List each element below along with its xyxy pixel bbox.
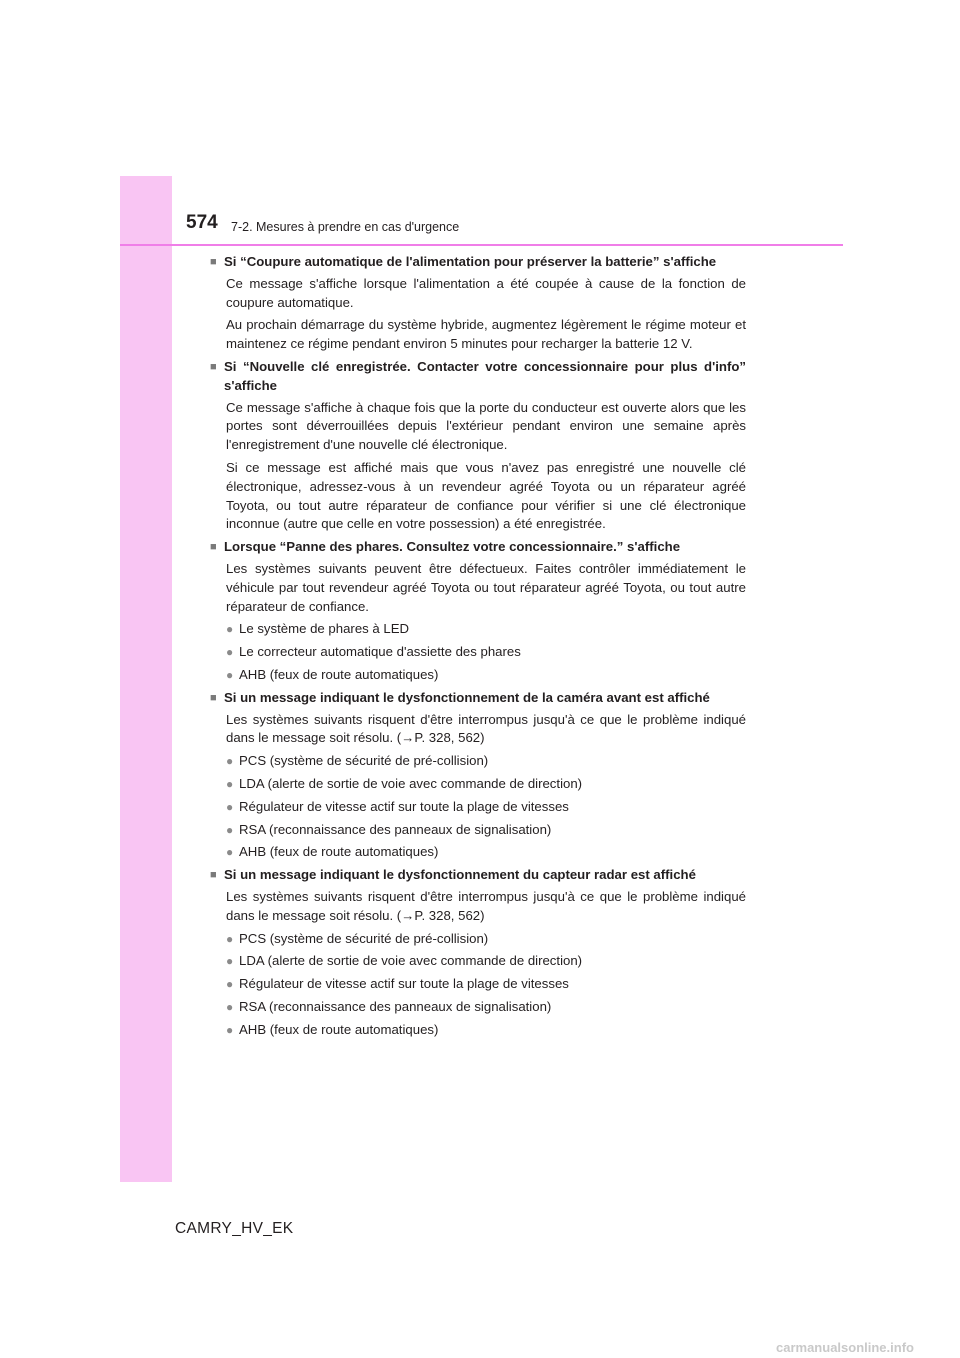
bullet-dot-icon: ● <box>226 954 234 969</box>
section-heading-text: Si “Nouvelle clé enregistrée. Contacter votre concessionnaire pour plus d'info” s'affiche <box>224 358 746 393</box>
bullet-dot-icon: ● <box>226 999 234 1014</box>
bullet-item <box>226 752 746 771</box>
bullet-text: RSA (reconnaissance des panneaux de signalisation) <box>239 998 552 1014</box>
bullet-item <box>226 666 746 685</box>
bullet-text: Régulateur de vitesse actif sur toute la plage de vitesses <box>239 976 569 992</box>
bullet-text: Régulateur de vitesse actif sur toute la plage de vitesses <box>239 798 569 814</box>
bullet-item <box>226 798 746 817</box>
bullet-text: RSA (reconnaissance des panneaux de signalisation) <box>239 821 552 837</box>
body-paragraph: Les systèmes suivants risquent d'être interrompus jusqu'à ce que le problème indiqué dans le message soit résolu. (→P. 328, 562) <box>226 711 746 746</box>
body-paragraph: Ce message s'affiche à chaque fois que la porte du conducteur est ouverte alors que les portes sont déverrouillées depuis l'extérieur pendant environ une semaine après l'enregistrement d'une nouvelle clé électronique. <box>226 399 746 453</box>
bullet-text: LDA (alerte de sortie de voie avec commande de direction) <box>239 953 583 969</box>
bullet-dot-icon: ● <box>226 977 234 992</box>
section-title: 7-2. Mesures à prendre en cas d'urgence <box>231 220 460 234</box>
chapter-sidebar-tab <box>120 176 172 1182</box>
body-paragraph: Les systèmes suivants peuvent être défectueux. Faites contrôler immédiatement le véhicule par tout revendeur agréé Toyota ou tout réparateur agréé Toyota, ou tout autre réparateur de confiance. <box>226 560 746 614</box>
square-marker-icon: ■ <box>210 256 217 268</box>
bullet-dot-icon: ● <box>226 645 234 660</box>
section-heading <box>210 538 746 557</box>
bullet-text: Le correcteur automatique d'assiette des phares <box>239 644 521 660</box>
body-paragraph: Si ce message est affiché mais que vous n'avez pas enregistré une nouvelle clé électronique, adressez-vous à un revendeur agréé Toyota ou un réparateur agréé Toyota, ou tout autre réparateur de confiance pour vérifier si une clé électronique inconnue (autre que celle en votre possession) a été enregistrée. <box>226 459 746 532</box>
section-heading-text: Si “Coupure automatique de l'alimentation pour préserver la batterie” s'affiche <box>224 254 717 269</box>
bullet-item <box>226 930 746 949</box>
header-rule <box>120 244 843 246</box>
bullet-text: AHB (feux de route automatiques) <box>239 844 439 860</box>
page-number: 574 <box>186 212 218 233</box>
bullet-dot-icon: ● <box>226 754 234 769</box>
bullet-item <box>226 643 746 662</box>
section-heading <box>210 253 746 272</box>
bullet-dot-icon: ● <box>226 622 234 637</box>
bullet-text: AHB (feux de route automatiques) <box>239 1021 439 1037</box>
body-paragraph: Ce message s'affiche lorsque l'alimentation a été coupée à cause de la fonction de coupure automatique. <box>226 275 746 310</box>
bullet-dot-icon: ● <box>226 776 234 791</box>
watermark: carmanualsonline.info <box>776 1340 914 1355</box>
body-paragraph: Les systèmes suivants risquent d'être interrompus jusqu'à ce que le problème indiqué dans le message soit résolu. (→P. 328, 562) <box>226 888 746 923</box>
bullet-text: AHB (feux de route automatiques) <box>239 666 439 682</box>
bullet-text: LDA (alerte de sortie de voie avec commande de direction) <box>239 775 583 791</box>
square-marker-icon: ■ <box>210 691 217 704</box>
bullet-text: Le système de phares à LED <box>239 621 410 637</box>
section-heading-text: Lorsque “Panne des phares. Consultez votre concessionnaire.” s'affiche <box>224 539 681 555</box>
bullet-dot-icon: ● <box>226 931 234 946</box>
bullet-dot-icon: ● <box>226 799 234 814</box>
model-code: CAMRY_HV_EK <box>175 1220 294 1237</box>
section-heading-text: Si un message indiquant le dysfonctionnement de la caméra avant est affiché <box>224 689 710 705</box>
section-heading <box>210 866 746 885</box>
bullet-item <box>226 620 746 639</box>
bullet-item <box>226 1021 746 1040</box>
body-paragraph: Au prochain démarrage du système hybride, augmentez légèrement le régime moteur et maintenez ce régime pendant environ 5 minutes pour recharger la batterie 12 V. <box>226 317 746 352</box>
bullet-dot-icon: ● <box>226 667 234 682</box>
bullet-item <box>226 952 746 971</box>
bullet-dot-icon: ● <box>226 845 234 860</box>
bullet-item <box>226 975 746 994</box>
square-marker-icon: ■ <box>210 541 217 554</box>
bullet-dot-icon: ● <box>226 822 234 837</box>
section-heading <box>210 689 746 708</box>
bullet-text: PCS (système de sécurité de pré-collision) <box>239 930 489 946</box>
section-heading <box>210 358 746 396</box>
square-marker-icon: ■ <box>210 869 217 882</box>
square-marker-icon: ■ <box>210 360 217 373</box>
bullet-text: PCS (système de sécurité de pré-collision) <box>239 753 489 769</box>
bullet-item <box>226 821 746 840</box>
bullet-item <box>226 843 746 862</box>
bullet-item <box>226 775 746 794</box>
bullet-dot-icon: ● <box>226 1022 234 1037</box>
section-heading-text: Si un message indiquant le dysfonctionnement du capteur radar est affiché <box>224 867 696 883</box>
manual-content <box>210 253 746 1043</box>
bullet-item <box>226 998 746 1017</box>
